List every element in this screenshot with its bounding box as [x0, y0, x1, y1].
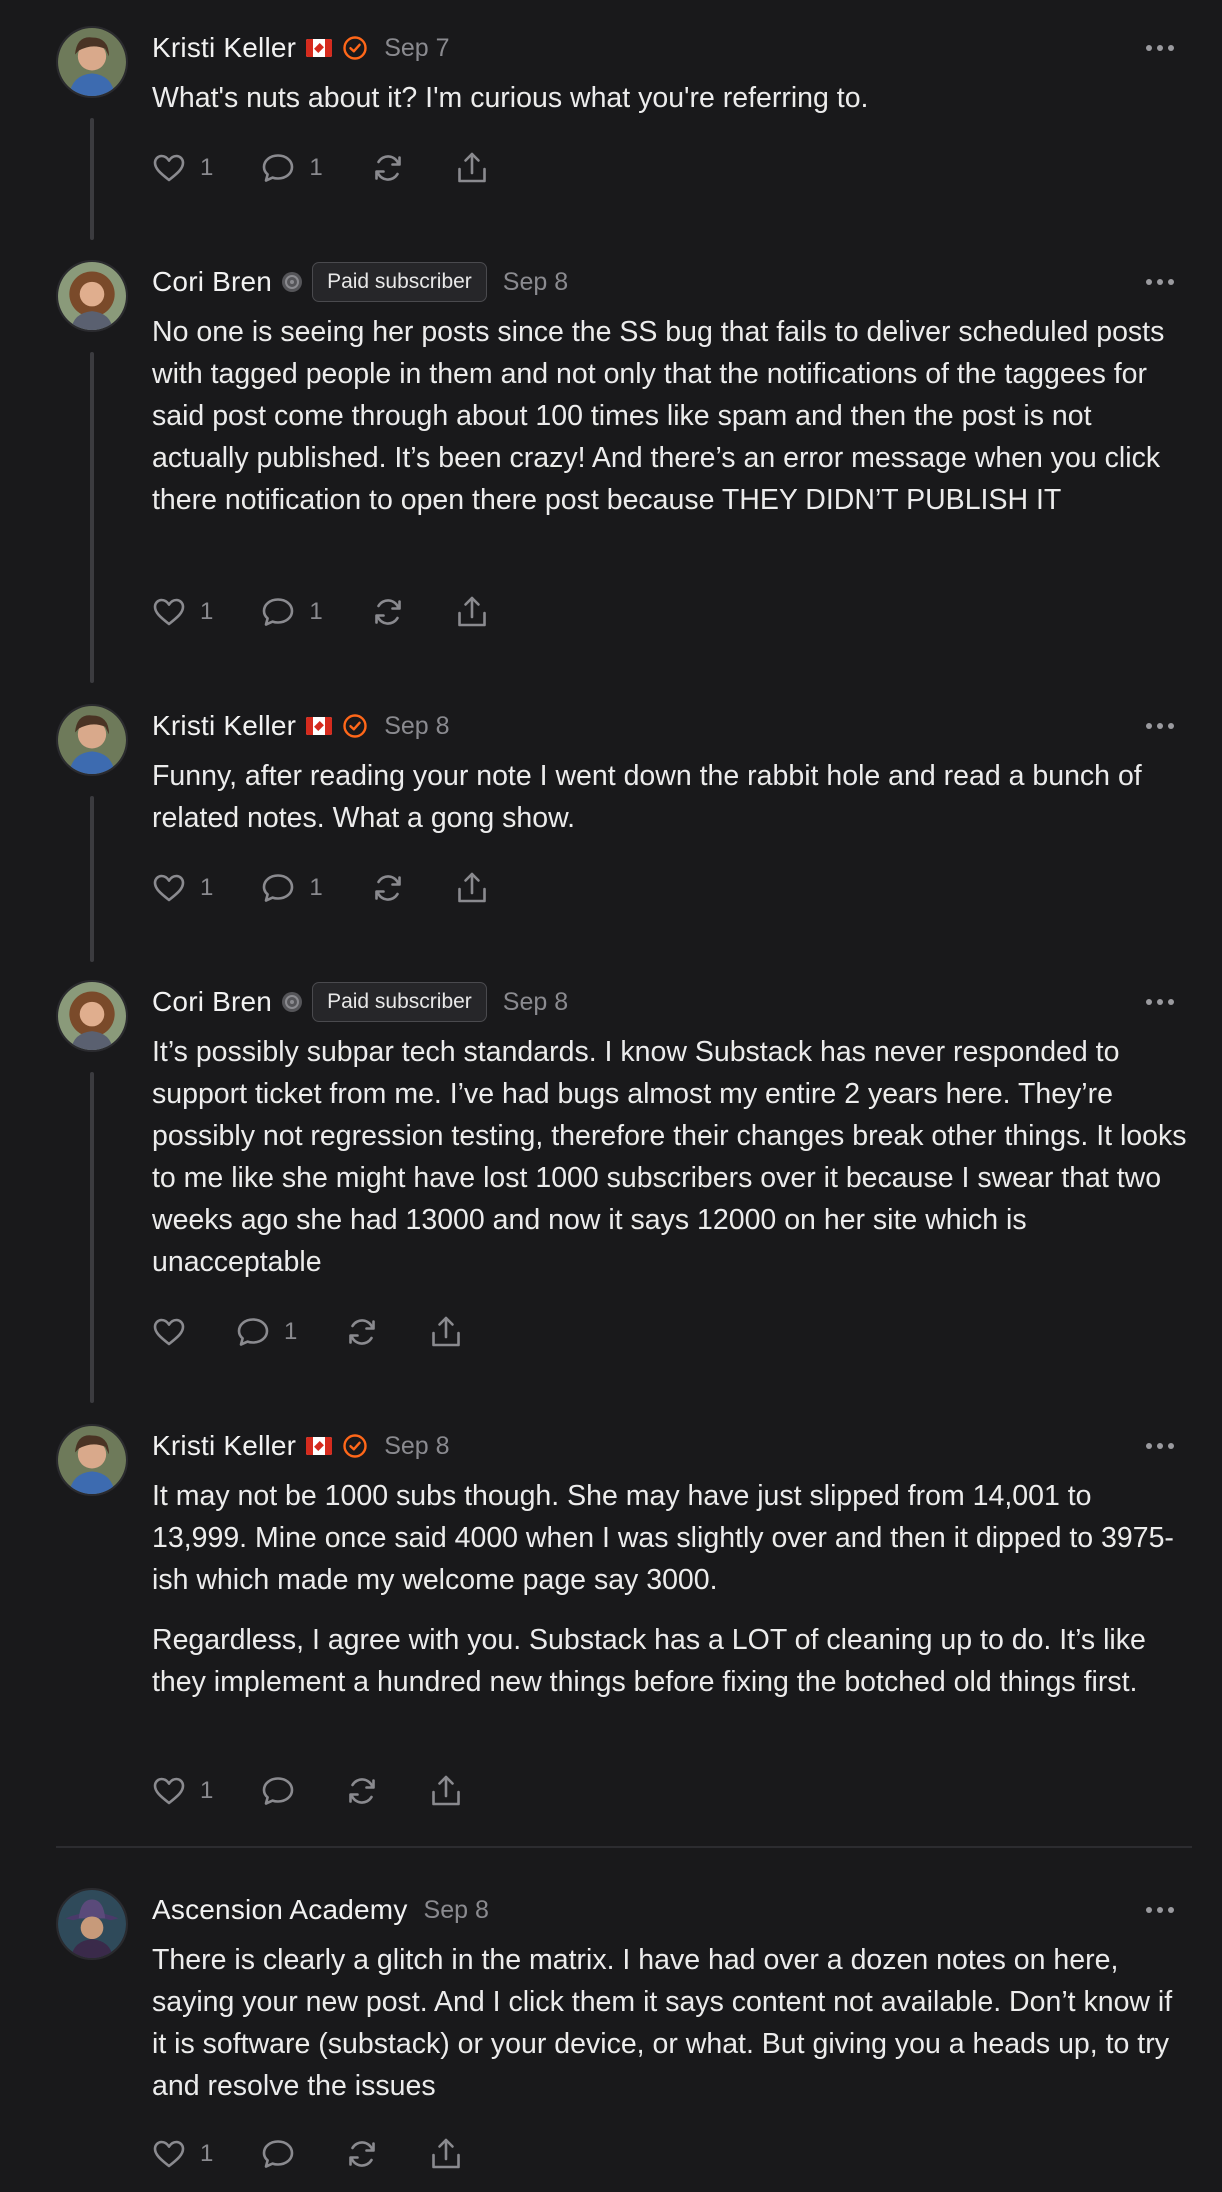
thread-line — [90, 352, 94, 683]
restack-icon — [343, 1313, 381, 1351]
comment-paragraph: It’s possibly subpar tech standards. I know Substack has never responded to support ticket from me. I’ve had bugs almost my entire 2 years here. They’re possibly not regression testing, therefore their changes break other things. It looks to me like she might have lost 1000 subscribers over it because I swear that two weeks ago she had 13000 and now it says 12000 on her site which is unacceptable — [152, 1036, 1187, 1278]
heart-icon — [150, 1772, 188, 1810]
reply-count: 1 — [309, 874, 323, 901]
like-button[interactable] — [150, 2135, 213, 2173]
share-icon — [427, 2135, 465, 2173]
comment-date[interactable]: Sep 8 — [384, 711, 450, 740]
like-count: 1 — [200, 154, 214, 181]
author-name[interactable]: Cori Bren — [152, 986, 273, 1017]
comment-header — [152, 704, 450, 748]
reply-count: 1 — [309, 154, 323, 181]
comment-header — [152, 980, 568, 1024]
like-button[interactable] — [150, 593, 213, 631]
paid-subscriber-badge: Paid subscriber — [312, 262, 487, 302]
restack-button[interactable] — [343, 1772, 381, 1810]
reply-count: 1 — [309, 598, 323, 625]
like-button[interactable] — [150, 869, 213, 907]
like-count: 1 — [200, 598, 214, 625]
like-button[interactable] — [150, 1772, 213, 1810]
comment-paragraph: Funny, after reading your note I went down the rabbit hole and read a bunch of related notes. What a gong show. — [152, 760, 1142, 834]
thread-line — [90, 118, 94, 240]
comment-actions — [150, 2132, 511, 2176]
share-button[interactable] — [427, 1313, 465, 1351]
restack-button[interactable] — [343, 1313, 381, 1351]
comment-actions — [150, 1769, 511, 1813]
share-button[interactable] — [453, 869, 491, 907]
comment-paragraph: It may not be 1000 subs though. She may have just slipped from 14,001 to 13,999. Mine once said 4000 when I was slightly over and then it dipped to 3975-ish which made my welcome page say 3000. — [152, 1480, 1174, 1596]
more-options-button[interactable] — [1136, 1424, 1184, 1468]
canada-flag-icon — [306, 717, 332, 735]
restack-button[interactable] — [343, 2135, 381, 2173]
restack-button[interactable] — [369, 149, 407, 187]
comment-body — [152, 755, 1192, 839]
more-options-button[interactable] — [1136, 980, 1184, 1024]
more-options-button[interactable] — [1136, 1888, 1184, 1932]
more-options-button[interactable] — [1136, 26, 1184, 70]
reply-button[interactable] — [259, 149, 322, 187]
comment-body — [152, 1031, 1192, 1283]
thread-line — [90, 1072, 94, 1403]
comment-actions — [150, 146, 537, 190]
avatar[interactable] — [56, 980, 128, 1052]
restack-button[interactable] — [369, 869, 407, 907]
comment-icon — [259, 869, 297, 907]
like-button[interactable] — [150, 149, 213, 187]
share-button[interactable] — [427, 2135, 465, 2173]
comment-icon — [234, 1313, 272, 1351]
comment-body — [152, 311, 1192, 521]
reply-count: 1 — [284, 1318, 298, 1345]
avatar[interactable] — [56, 704, 128, 776]
heart-icon — [150, 593, 188, 631]
subscriber-badge-icon — [280, 990, 304, 1014]
verified-check-icon — [342, 713, 368, 739]
comment-header — [152, 1424, 450, 1468]
verified-check-icon — [342, 1433, 368, 1459]
avatar[interactable] — [56, 260, 128, 332]
comment-icon — [259, 593, 297, 631]
avatar[interactable] — [56, 1424, 128, 1496]
comment-header — [152, 26, 450, 70]
comment-actions — [150, 1310, 511, 1354]
comment-body — [152, 1475, 1192, 1703]
heart-icon — [150, 149, 188, 187]
comment-date[interactable]: Sep 8 — [384, 1431, 450, 1460]
restack-icon — [343, 1772, 381, 1810]
comment-header — [152, 1888, 489, 1932]
like-count: 1 — [200, 874, 214, 901]
comment-actions — [150, 866, 537, 910]
comment-paragraph: What's nuts about it? I'm curious what you're referring to. — [152, 82, 869, 114]
share-icon — [427, 1772, 465, 1810]
verified-check-icon — [342, 35, 368, 61]
author-name[interactable]: Kristi Keller — [152, 710, 297, 741]
paid-subscriber-badge: Paid subscriber — [312, 982, 487, 1022]
comment-actions — [150, 590, 537, 634]
comment-paragraph: No one is seeing her posts since the SS bug that fails to deliver scheduled posts with tagged people in them and not only that the notifications of the taggees for said post come through about 100 times like spam and then the post is not actually published. It’s been crazy! And there’s an error message when you click there notification to open there post because THEY DIDN’T PUBLISH IT — [152, 316, 1165, 516]
restack-icon — [369, 593, 407, 631]
comment-header — [152, 260, 568, 304]
share-icon — [427, 1313, 465, 1351]
author-name[interactable]: Kristi Keller — [152, 1430, 297, 1461]
comment-date[interactable]: Sep 8 — [502, 987, 569, 1016]
comment-date[interactable]: Sep 7 — [384, 33, 450, 62]
heart-icon — [150, 1313, 188, 1351]
reply-button[interactable] — [259, 593, 322, 631]
comment-paragraph: Regardless, I agree with you. Substack has a LOT of cleaning up to do. It’s like they implement a hundred new things before fixing the botched old things first. — [152, 1624, 1146, 1698]
share-button[interactable] — [453, 593, 491, 631]
avatar[interactable] — [56, 26, 128, 98]
subscriber-badge-icon — [280, 270, 304, 294]
avatar[interactable] — [56, 1888, 128, 1960]
heart-icon — [150, 869, 188, 907]
reply-button[interactable] — [259, 2135, 297, 2173]
comment-paragraph: There is clearly a glitch in the matrix. I have had over a dozen notes on here, saying your new post. And I click them it says content not available. Don’t know if it is software (substack) or your device, or what. But giving you a heads up, to try and resolve the issues — [152, 1944, 1173, 2102]
comment-icon — [259, 1772, 297, 1810]
comment-icon — [259, 149, 297, 187]
author-name[interactable]: Cori Bren — [152, 266, 273, 297]
reply-button[interactable] — [259, 869, 322, 907]
like-button[interactable] — [150, 1313, 188, 1351]
share-button[interactable] — [427, 1772, 465, 1810]
share-button[interactable] — [453, 149, 491, 187]
section-divider — [56, 1846, 1192, 1848]
thread-line — [90, 796, 94, 962]
restack-icon — [369, 149, 407, 187]
reply-button[interactable] — [259, 1772, 297, 1810]
restack-icon — [343, 2135, 381, 2173]
share-icon — [453, 149, 491, 187]
more-options-button[interactable] — [1136, 260, 1184, 304]
author-name[interactable]: Kristi Keller — [152, 32, 297, 63]
reply-button[interactable] — [234, 1313, 297, 1351]
comment-body — [152, 1939, 1192, 2107]
share-icon — [453, 869, 491, 907]
like-count: 1 — [200, 1777, 214, 1804]
comment-body — [152, 77, 1192, 119]
like-count: 1 — [200, 2140, 214, 2167]
restack-button[interactable] — [369, 593, 407, 631]
heart-icon — [150, 2135, 188, 2173]
restack-icon — [369, 869, 407, 907]
author-name[interactable]: Ascension Academy — [152, 1894, 408, 1925]
more-options-button[interactable] — [1136, 704, 1184, 748]
share-icon — [453, 593, 491, 631]
comment-icon — [259, 2135, 297, 2173]
canada-flag-icon — [306, 1437, 332, 1455]
comment-date[interactable]: Sep 8 — [423, 1895, 489, 1924]
canada-flag-icon — [306, 39, 332, 57]
comment-date[interactable]: Sep 8 — [502, 267, 569, 296]
